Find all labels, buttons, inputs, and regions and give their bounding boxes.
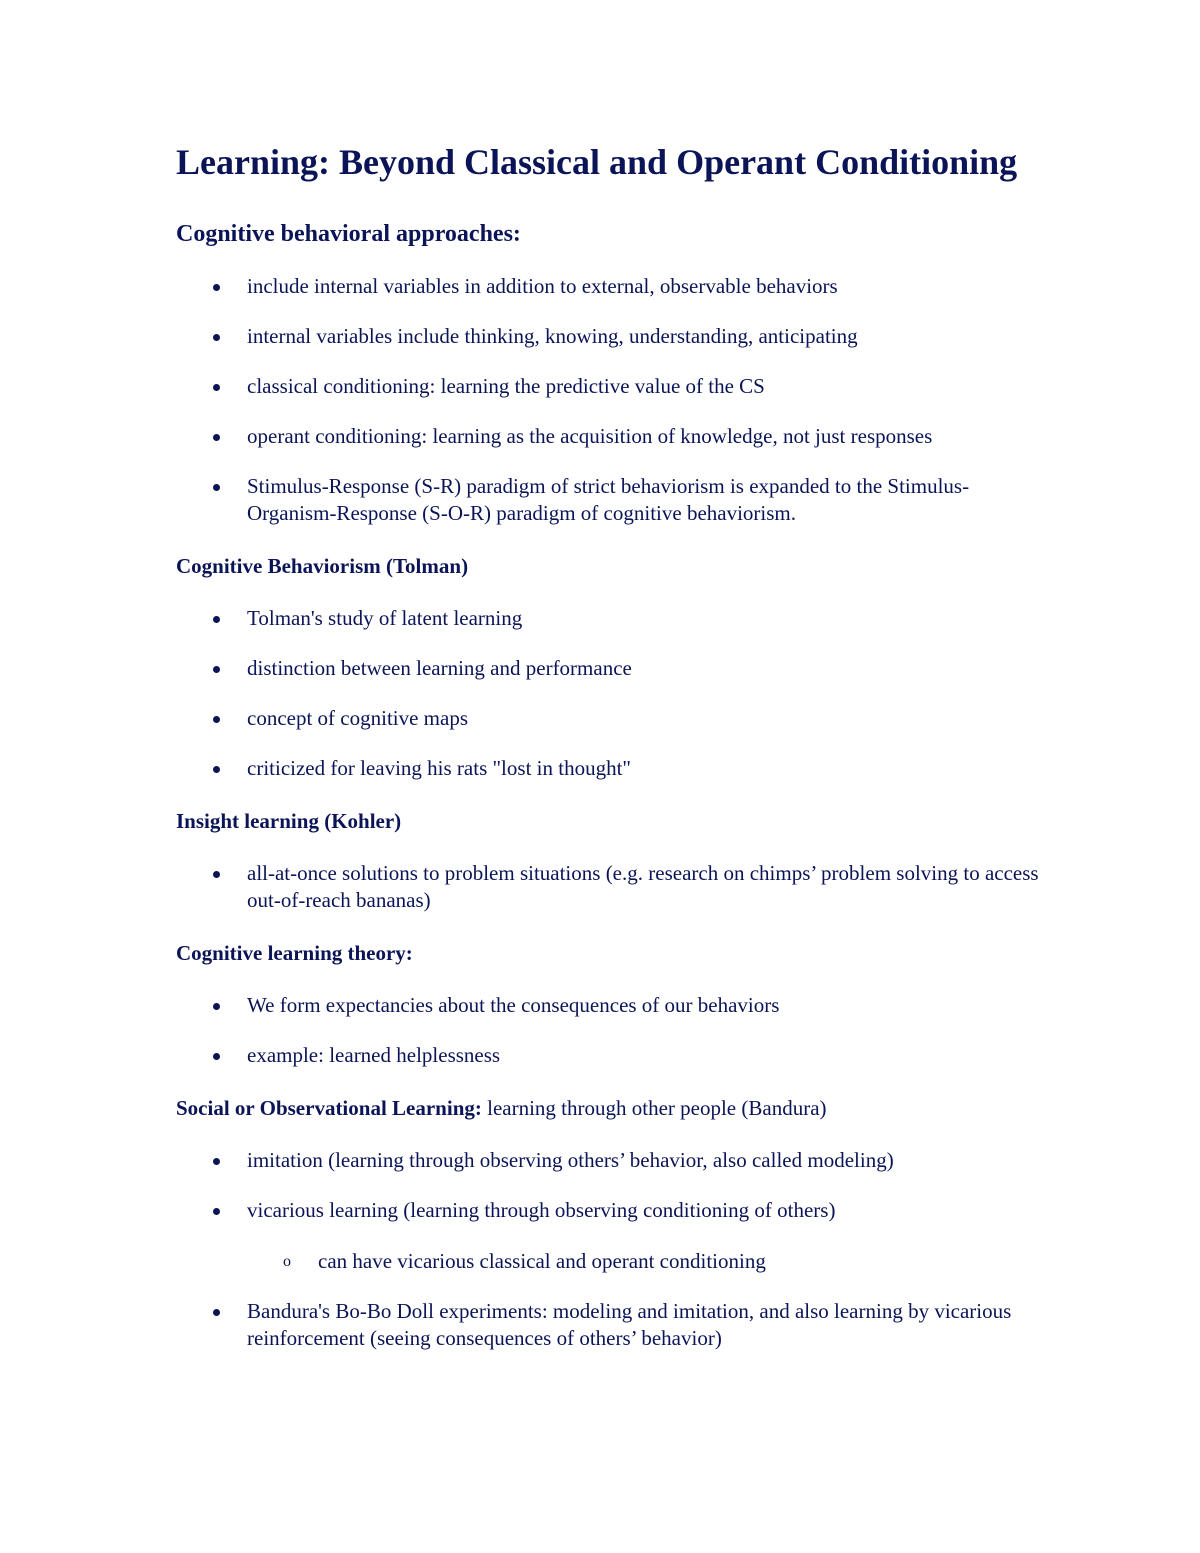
bullet-icon: [213, 1208, 220, 1215]
list-item-text: include internal variables in addition to external, observable behaviors: [247, 274, 838, 298]
bullet-icon: [213, 1158, 220, 1165]
list-item: [176, 755, 1056, 782]
list-item: [176, 273, 1056, 300]
section-social-observational-learning: [176, 1094, 1056, 1352]
section-heading: [176, 1094, 1056, 1122]
list-item-text: vicarious learning (learning through observing conditioning of others): [247, 1198, 836, 1222]
section-heading-bold: Social or Observational Learning:: [176, 1096, 482, 1120]
page-title: Learning: Beyond Classical and Operant Conditioning: [176, 142, 1018, 182]
list-item: [176, 655, 1056, 682]
list-item: [176, 1298, 1056, 1352]
bullet-icon: [213, 384, 220, 391]
bullet-icon: [213, 1053, 220, 1060]
section-cognitive-behaviorism: [176, 552, 1056, 782]
bullet-icon: [213, 334, 220, 341]
section-cognitive-behavioral-approaches: [176, 220, 1056, 527]
list-item-text: distinction between learning and performance: [247, 656, 632, 680]
bullet-list: [176, 860, 1056, 914]
list-item-text: classical conditioning: learning the predictive value of the CS: [247, 374, 765, 398]
section-heading: Cognitive behavioral approaches:: [176, 221, 521, 247]
list-item: [176, 1147, 1056, 1174]
bullet-list: [176, 992, 1056, 1069]
list-item: [176, 1197, 1056, 1275]
section-heading: Cognitive learning theory:: [176, 941, 413, 965]
sub-bullet-list: [247, 1248, 1056, 1275]
sub-list-item: [247, 1248, 1056, 1275]
section-cognitive-learning-theory: [176, 939, 1056, 1069]
list-item-text: imitation (learning through observing others’ behavior, also called modeling): [247, 1148, 894, 1172]
list-item-text: operant conditioning: learning as the acquisition of knowledge, not just responses: [247, 424, 933, 448]
section-insight-learning: [176, 807, 1056, 914]
list-item: [176, 705, 1056, 732]
bullet-icon: [213, 666, 220, 673]
bullet-icon: [213, 871, 220, 878]
bullet-icon: [213, 616, 220, 623]
bullet-list: [176, 273, 1056, 527]
list-item: [176, 473, 1056, 527]
list-item-text: We form expectancies about the consequences of our behaviors: [247, 993, 780, 1017]
bullet-list: [176, 1147, 1056, 1352]
bullet-icon: [213, 484, 220, 491]
section-heading: Cognitive Behaviorism (Tolman): [176, 554, 469, 578]
bullet-icon: [213, 1309, 220, 1316]
bullet-list: [176, 605, 1056, 782]
bullet-icon: [213, 1003, 220, 1010]
sub-list-item-text: can have vicarious classical and operant conditioning: [318, 1249, 766, 1273]
list-item: [176, 1042, 1056, 1069]
list-item-text: concept of cognitive maps: [247, 706, 469, 730]
list-item: [176, 605, 1056, 632]
section-heading: Insight learning (Kohler): [176, 809, 402, 833]
list-item-text: all-at-once solutions to problem situations (e.g. research on chimps’ problem solving to access out-of-reach bananas): [247, 861, 1039, 912]
document-page: [176, 138, 1056, 1377]
bullet-icon: [213, 434, 220, 441]
section-heading-tail: learning through other people (Bandura): [481, 1096, 827, 1120]
list-item-text: Stimulus-Response (S-R) paradigm of strict behaviorism is expanded to the Stimulus-Organism-Response (S-O-R) paradigm of cognitive behaviorism.: [247, 474, 970, 525]
list-item-text: example: learned helplessness: [247, 1043, 501, 1067]
bullet-icon: [213, 284, 220, 291]
list-item-text: Tolman's study of latent learning: [247, 606, 523, 630]
hollow-circle-icon: o: [283, 1253, 291, 1270]
list-item-text: Bandura's Bo-Bo Doll experiments: modeling and imitation, and also learning by vicarious reinforcement (seeing consequences of others’ behavior): [247, 1299, 1012, 1350]
list-item: [176, 860, 1056, 914]
list-item: [176, 323, 1056, 350]
bullet-icon: [213, 766, 220, 773]
bullet-icon: [213, 716, 220, 723]
list-item: [176, 992, 1056, 1019]
list-item: [176, 423, 1056, 450]
list-item-text: criticized for leaving his rats "lost in thought": [247, 756, 631, 780]
list-item: [176, 373, 1056, 400]
list-item-text: internal variables include thinking, knowing, understanding, anticipating: [247, 324, 858, 348]
